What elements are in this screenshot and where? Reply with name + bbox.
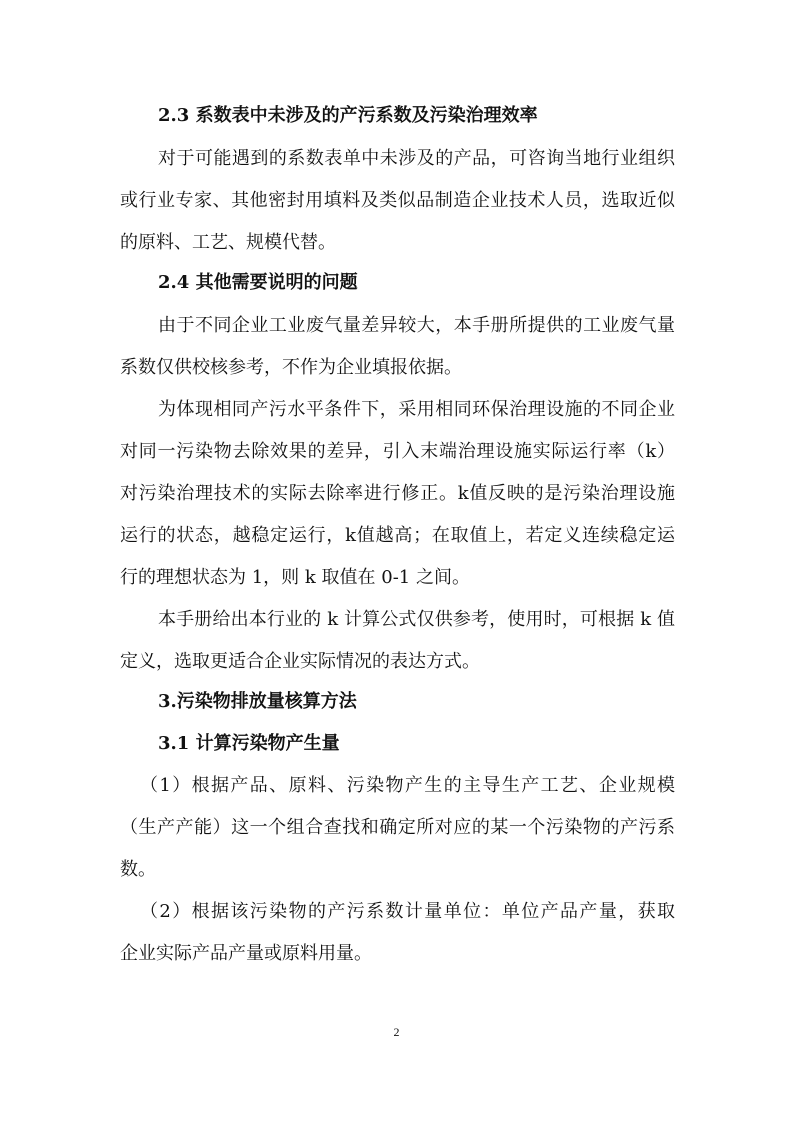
paragraph-line: 运行的状态，越稳定运行，k值越高；在取值上，若定义连续稳定运 — [120, 525, 675, 546]
paragraph-line: 对于可能遇到的系数表单中未涉及的产品，可咨询当地行业组织 — [158, 148, 675, 169]
paragraph-line: 为体现相同产污水平条件下，采用相同环保治理设施的不同企业 — [158, 399, 675, 420]
page-number: 2 — [393, 1025, 400, 1039]
paragraph-line: 数。 — [120, 859, 156, 880]
heading-3: 3.污染物排放量核算方法 — [158, 691, 357, 712]
paragraph-line: 由于不同企业工业废气量差异较大，本手册所提供的工业废气量 — [158, 315, 675, 336]
heading-2-3: 2.3 系数表中未涉及的产污系数及污染治理效率 — [158, 105, 538, 126]
paragraph-line: 定义，选取更适合企业实际情况的表达方式。 — [120, 651, 480, 672]
paragraph-line: 或行业专家、其他密封用填料及类似品制造企业技术人员，选取近似 — [120, 190, 675, 211]
paragraph-line: 对同一污染物去除效果的差异，引入末端治理设施实际运行率（k） — [120, 441, 675, 462]
paragraph-line: （生产产能）这一个组合查找和确定所对应的某一个污染物的产污系 — [120, 817, 675, 838]
paragraph-line: 系数仅供校核参考，不作为企业填报依据。 — [120, 357, 462, 378]
paragraph-line: （2）根据该污染物的产污系数计量单位：单位产品产量，获取 — [140, 901, 675, 922]
heading-3-1: 3.1 计算污染物产生量 — [158, 733, 340, 754]
heading-2-4: 2.4 其他需要说明的问题 — [158, 272, 358, 293]
paragraph-line: 本手册给出本行业的 k 计算公式仅供参考，使用时，可根据 k 值 — [158, 609, 675, 630]
paragraph-line: 对污染治理技术的实际去除率进行修正。k值反映的是污染治理设施 — [120, 483, 675, 504]
paragraph-line: 行的理想状态为 1，则 k 取值在 0-1 之间。 — [120, 567, 470, 588]
paragraph-line: 的原料、工艺、规模代替。 — [120, 232, 336, 253]
paragraph-line: （1）根据产品、原料、污染物产生的主导生产工艺、企业规模 — [140, 775, 675, 796]
paragraph-line: 企业实际产品产量或原料用量。 — [120, 943, 372, 964]
